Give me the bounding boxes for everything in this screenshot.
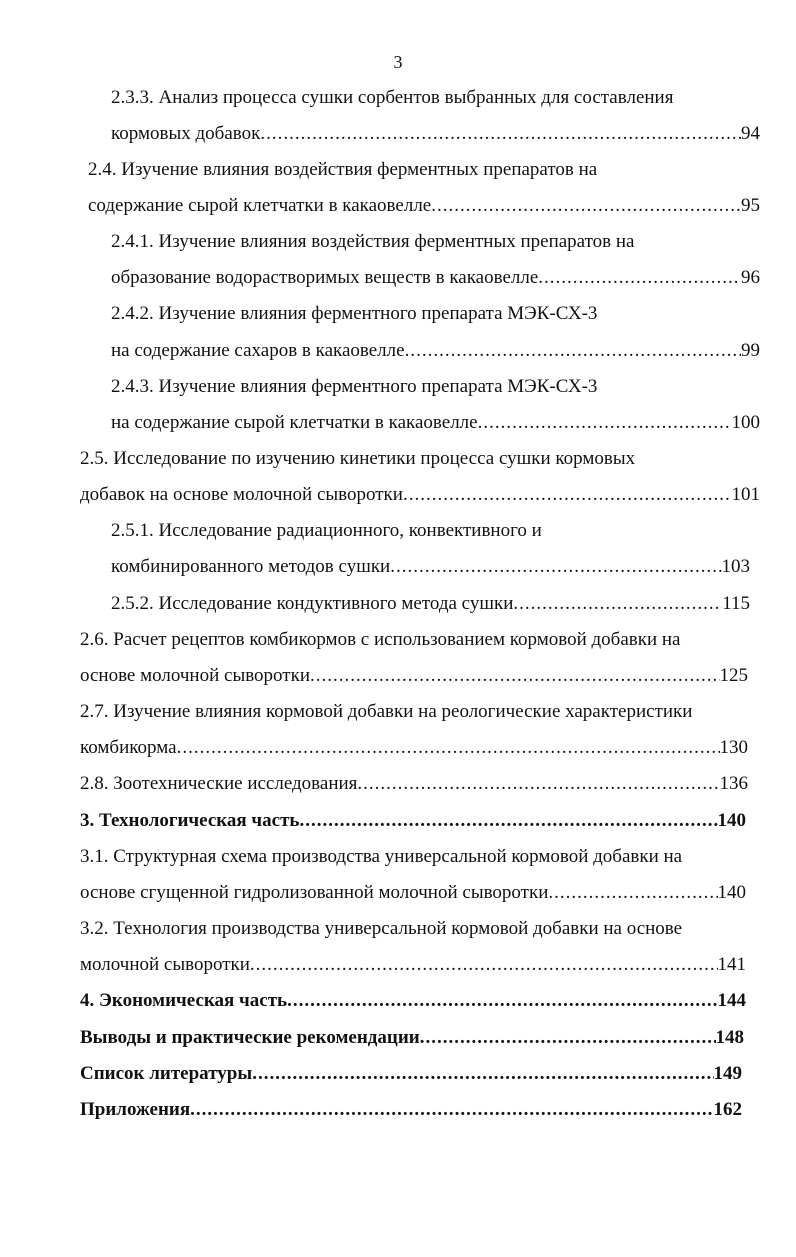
toc-entry bbox=[111, 555, 750, 579]
toc-entry bbox=[111, 86, 673, 110]
toc-dot-leader bbox=[538, 266, 741, 290]
toc-page-number: 130 bbox=[719, 737, 748, 758]
toc-page-number: 103 bbox=[721, 556, 750, 577]
toc-entry-title: 3.1. Структурная схема производства универсальной кормовой добавки на bbox=[80, 846, 683, 867]
toc-entry-title: комбикорма bbox=[80, 737, 177, 758]
toc-entry bbox=[111, 339, 760, 363]
toc-entry bbox=[80, 989, 746, 1013]
toc-entry bbox=[111, 230, 635, 254]
toc-entry bbox=[80, 772, 748, 796]
toc-entry-title: молочной сыворотки bbox=[80, 954, 250, 975]
toc-entry-title: образование водорастворимых веществ в какаовелле bbox=[111, 267, 539, 288]
toc-entry bbox=[111, 592, 750, 616]
page-number: 3 bbox=[393, 52, 403, 72]
toc-entry-title: добавок на основе молочной сыворотки bbox=[80, 484, 403, 505]
toc-entry bbox=[80, 845, 682, 869]
toc-entry-title: 2.3.3. Анализ процесса сушки сорбентов выбранных для составления bbox=[111, 87, 674, 108]
toc-dot-leader bbox=[405, 339, 741, 363]
toc-entry-title: Приложения bbox=[80, 1099, 191, 1120]
toc-dot-leader bbox=[420, 1026, 716, 1050]
toc-entry-title: основе молочной сыворотки bbox=[80, 665, 311, 686]
toc-entry-title: содержание сырой клетчатки в какаовелле bbox=[88, 195, 432, 216]
toc-dot-leader bbox=[177, 736, 720, 760]
toc-entry bbox=[80, 483, 760, 507]
toc-entry-title: Выводы и практические рекомендации bbox=[80, 1027, 420, 1048]
toc-dot-leader bbox=[431, 194, 741, 218]
toc-page-number: 140 bbox=[717, 882, 746, 903]
toc-entry-title: кормовых добавок bbox=[111, 123, 261, 144]
toc-dot-leader bbox=[548, 881, 717, 905]
toc-dot-leader bbox=[357, 772, 719, 796]
toc-entry-title: 2.5. Исследование по изучению кинетики процесса сушки кормовых bbox=[80, 448, 636, 469]
toc-entry-title: Список литературы bbox=[80, 1063, 253, 1084]
toc-dot-leader bbox=[299, 809, 717, 833]
toc-entry-title: 2.8. Зоотехнические исследования bbox=[80, 773, 358, 794]
toc-dot-leader bbox=[478, 411, 732, 435]
toc-page-number: 125 bbox=[719, 665, 748, 686]
toc-entry-title: 2.6. Расчет рецептов комбикормов с использованием кормовой добавки на bbox=[80, 629, 681, 650]
toc-page-number: 149 bbox=[713, 1063, 742, 1084]
toc-entry-title: 3. Технологическая часть bbox=[80, 810, 300, 831]
toc-dot-leader bbox=[250, 953, 718, 977]
toc-entry-title: 2.4.3. Изучение влияния ферментного препарата МЭК-СХ-3 bbox=[111, 376, 598, 397]
toc-entry-title: на содержание сахаров в какаовелле bbox=[111, 340, 405, 361]
toc-page-number: 148 bbox=[715, 1027, 744, 1048]
toc-entry bbox=[80, 628, 681, 652]
toc-entry-title: 4. Экономическая часть bbox=[80, 990, 288, 1011]
toc-dot-leader bbox=[252, 1062, 713, 1086]
toc-page-number: 100 bbox=[731, 412, 760, 433]
toc-entry bbox=[111, 411, 760, 435]
toc-entry-title: на содержание сырой клетчатки в какаовелле bbox=[111, 412, 478, 433]
toc-dot-leader bbox=[190, 1098, 713, 1122]
toc-page-number: 115 bbox=[722, 593, 750, 614]
toc-page-number: 101 bbox=[731, 484, 760, 505]
toc-entry bbox=[111, 375, 597, 399]
toc-entry bbox=[111, 122, 760, 146]
toc-page-number: 95 bbox=[741, 195, 760, 216]
toc-entry bbox=[80, 953, 746, 977]
toc-entry bbox=[80, 1098, 742, 1122]
toc-entry bbox=[88, 194, 760, 218]
toc-entry bbox=[80, 917, 682, 941]
toc-entry-title: 2.7. Изучение влияния кормовой добавки на реологические характеристики bbox=[80, 701, 693, 722]
toc-entry bbox=[88, 158, 597, 182]
toc-page-number: 99 bbox=[741, 340, 760, 361]
toc-page-number: 96 bbox=[741, 267, 760, 288]
toc-entry-title: 2.4. Изучение влияния воздействия ферментных препаратов на bbox=[88, 159, 598, 180]
toc-entry bbox=[80, 664, 748, 688]
toc-entry bbox=[111, 266, 760, 290]
toc-dot-leader bbox=[390, 555, 721, 579]
toc-entry bbox=[80, 881, 746, 905]
toc-page-number: 140 bbox=[717, 810, 746, 831]
toc-entry-title: 2.4.2. Изучение влияния ферментного препарата МЭК-СХ-3 bbox=[111, 303, 598, 324]
toc-dot-leader bbox=[403, 483, 732, 507]
toc-page-number: 162 bbox=[713, 1099, 742, 1120]
toc-page-number: 136 bbox=[719, 773, 748, 794]
toc-entry-title: комбинированного методов сушки bbox=[111, 556, 391, 577]
toc-entry-title: основе сгущенной гидролизованной молочной сыворотки bbox=[80, 882, 549, 903]
toc-dot-leader bbox=[287, 989, 717, 1013]
toc-entry bbox=[80, 736, 748, 760]
toc-page-number: 141 bbox=[717, 954, 746, 975]
toc-dot-leader bbox=[513, 592, 722, 616]
toc-entry-title: 2.5.2. Исследование кондуктивного метода сушки bbox=[111, 593, 514, 614]
toc-dot-leader bbox=[260, 122, 741, 146]
toc-entry-title: 2.5.1. Исследование радиационного, конвективного и bbox=[111, 520, 542, 541]
toc-entry bbox=[80, 809, 746, 833]
toc-entry-title: 3.2. Технология производства универсальной кормовой добавки на основе bbox=[80, 918, 683, 939]
toc-entry-title: 2.4.1. Изучение влияния воздействия ферментных препаратов на bbox=[111, 231, 635, 252]
toc-entry bbox=[80, 1062, 742, 1086]
toc-entry bbox=[111, 519, 542, 543]
toc-entry bbox=[80, 1026, 744, 1050]
toc-entry bbox=[111, 302, 597, 326]
toc-entry bbox=[80, 447, 635, 471]
toc-dot-leader bbox=[310, 664, 719, 688]
toc-page-number: 94 bbox=[741, 123, 760, 144]
toc-entry bbox=[80, 700, 692, 724]
toc-page-number: 144 bbox=[717, 990, 746, 1011]
